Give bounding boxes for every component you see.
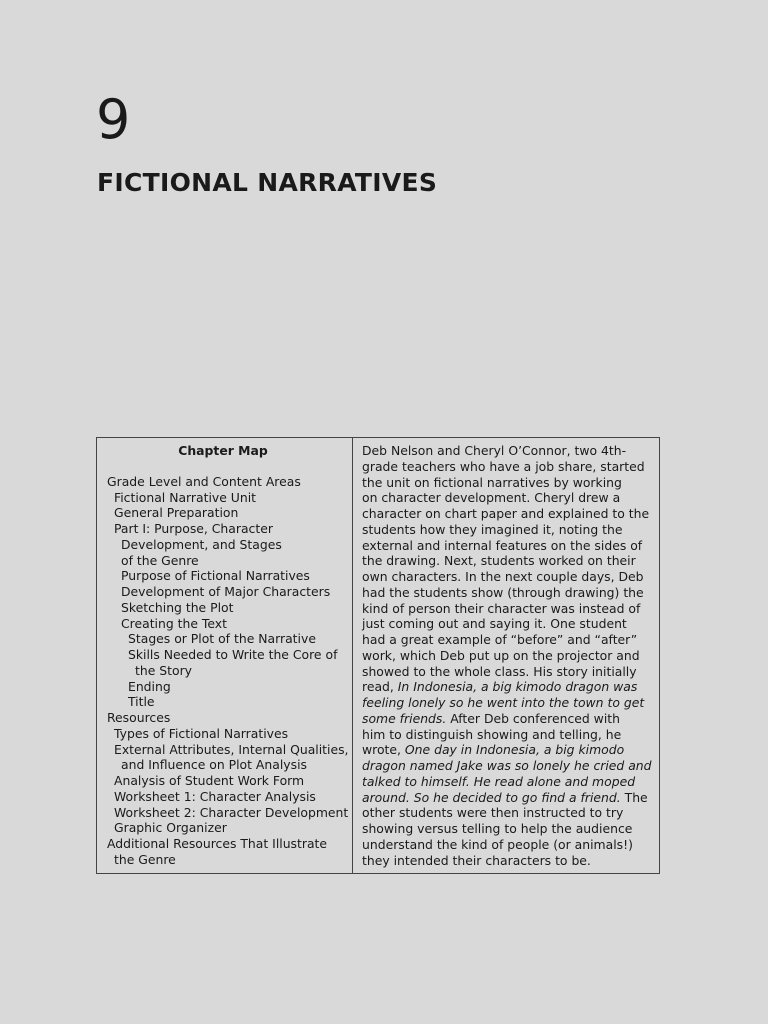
vignette-segment: had the students show (through drawing) the <box>362 584 644 600</box>
toc-entry: Title <box>128 694 155 710</box>
vignette-italic-segment: around. So he decided to go find a friend. <box>362 789 621 805</box>
vignette-line <box>362 506 658 522</box>
vignette-segment: other students were then instructed to try <box>362 805 624 821</box>
vignette-segment: students how they imagined it, noting the <box>362 521 623 537</box>
vignette-line <box>362 805 658 821</box>
toc-list <box>107 474 347 868</box>
vignette-segment: After Deb conferenced with <box>446 710 620 726</box>
vignette-line <box>362 758 658 774</box>
vignette-segment: The <box>620 789 648 805</box>
vignette-line <box>362 727 658 743</box>
vignette-italic-segment: dragon named Jake was so lonely he cried and <box>362 758 652 773</box>
toc-entry: Sketching the Plot <box>121 599 234 615</box>
vignette-italic-segment: talked to himself. He read alone and moped <box>362 773 636 789</box>
toc-entry: Part I: Purpose, Character <box>114 521 273 536</box>
vignette-line <box>362 585 658 601</box>
toc-entry: Stages or Plot of the Narrative <box>128 631 316 647</box>
vignette-segment: the drawing. Next, students worked on their <box>362 553 636 569</box>
toc-entry: Graphic Organizer <box>114 820 227 836</box>
chapter-number: 9 <box>96 88 131 151</box>
chapter-vignette <box>362 443 658 868</box>
vignette-segment: had a great example of “before” and “after” <box>362 632 638 647</box>
vignette-italic-segment: One day in Indonesia, a big kimodo <box>404 742 625 758</box>
vignette-line <box>362 790 658 806</box>
vignette-line <box>362 821 658 837</box>
vignette-line <box>362 853 658 869</box>
toc-entry: Fictional Narrative Unit <box>114 489 257 505</box>
toc-entry: Analysis of Student Work Form <box>114 773 305 788</box>
chapter-map-heading: Chapter Map <box>178 443 268 458</box>
toc-entry: Worksheet 2: Character Development <box>114 804 349 820</box>
vignette-italic-segment: feeling lonely so he went into the town to get <box>362 695 645 710</box>
vignette-segment: work, which Deb put up on the projector and <box>362 647 640 663</box>
toc-entry: the Genre <box>114 851 176 867</box>
chapter-map-divider <box>352 437 353 874</box>
vignette-line <box>362 459 658 475</box>
vignette-line <box>362 664 658 680</box>
vignette-line <box>362 553 658 569</box>
vignette-line <box>362 711 658 727</box>
toc-entry: Skills Needed to Write the Core of <box>128 647 338 662</box>
toc-entry: Additional Resources That Illustrate <box>107 836 328 851</box>
vignette-segment: Deb Nelson and Cheryl O’Connor, two 4th- <box>362 443 627 458</box>
vignette-segment: grade teachers who have a job share, started <box>362 458 645 474</box>
chapter-map-toc <box>107 443 347 868</box>
vignette-segment: on character development. Cheryl drew a <box>362 490 621 506</box>
vignette-line <box>362 475 658 491</box>
toc-entry: General Preparation <box>114 505 239 521</box>
vignette-line <box>362 648 658 664</box>
vignette-segment: kind of person their character was instead of <box>362 600 641 616</box>
toc-entry: Worksheet 1: Character Analysis <box>114 788 316 804</box>
vignette-line <box>362 443 658 459</box>
vignette-segment: showing versus telling to help the audience <box>362 821 633 836</box>
vignette-text <box>362 443 658 868</box>
vignette-segment: showed to the whole class. His story initially <box>362 663 637 679</box>
toc-entry: of the Genre <box>121 552 199 568</box>
toc-entry: Purpose of Fictional Narratives <box>121 568 310 584</box>
vignette-segment: him to distinguish showing and telling, he <box>362 726 622 742</box>
vignette-segment: wrote, <box>362 742 405 758</box>
toc-entry: and Influence on Plot Analysis <box>121 757 307 773</box>
vignette-line <box>362 616 658 632</box>
vignette-segment: just coming out and saying it. One student <box>362 616 627 632</box>
vignette-line <box>362 601 658 617</box>
vignette-segment: own characters. In the next couple days, Deb <box>362 569 644 584</box>
vignette-line <box>362 679 658 695</box>
vignette-italic-segment: some friends. <box>362 710 447 726</box>
vignette-line <box>362 522 658 538</box>
toc-entry: Development, and Stages <box>121 536 282 552</box>
vignette-italic-segment: In Indonesia, a big kimodo dragon was <box>397 679 638 695</box>
vignette-line <box>362 837 658 853</box>
vignette-line <box>362 774 658 790</box>
vignette-segment: understand the kind of people (or animals!) <box>362 836 633 852</box>
vignette-segment: the unit on fictional narratives by working <box>362 474 622 490</box>
toc-entry: Resources <box>107 710 171 725</box>
toc-entry: the Story <box>135 662 193 678</box>
vignette-segment: they intended their characters to be. <box>362 852 591 868</box>
vignette-line <box>362 742 658 758</box>
toc-entry: Types of Fictional Narratives <box>114 725 289 741</box>
vignette-segment: character on chart paper and explained to the <box>362 506 650 521</box>
toc-entry: Ending <box>128 678 171 694</box>
vignette-line <box>362 538 658 554</box>
toc-entry: Grade Level and Content Areas <box>107 473 301 489</box>
toc-entry: Creating the Text <box>121 615 227 631</box>
toc-entry: External Attributes, Internal Qualities, <box>114 741 349 757</box>
toc-entry: Development of Major Characters <box>121 584 331 599</box>
vignette-line <box>362 569 658 585</box>
vignette-line <box>362 490 658 506</box>
vignette-segment: external and internal features on the sides of <box>362 537 643 553</box>
vignette-line <box>362 632 658 648</box>
vignette-line <box>362 695 658 711</box>
chapter-title: FICTIONAL NARRATIVES <box>97 168 438 197</box>
vignette-segment: read, <box>362 679 398 695</box>
